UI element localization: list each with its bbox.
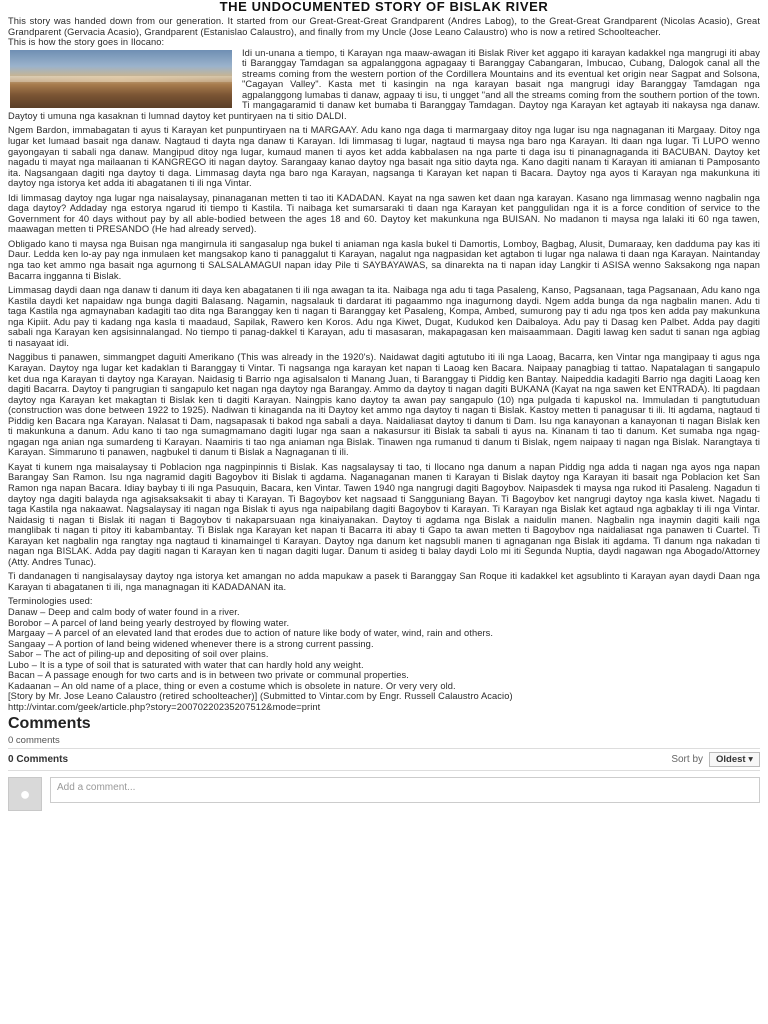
chevron-down-icon: ▾ xyxy=(748,754,753,766)
sort-value: Oldest xyxy=(716,754,746,766)
terminology-list xyxy=(8,596,760,691)
intro-lead: This is how the story goes in Ilocano: xyxy=(8,37,165,48)
comments-count: 0 comments xyxy=(8,735,60,747)
comments-toolbar xyxy=(8,748,760,771)
story-paragraph-7: Kayat ti kunem nga maisalaysay ti Poblacion nga nagpinpinnis ti Bislak. Kas nagsalaysay ti tao, ti Ilocano nga danum a napan Piddig nga adda ti nagan nga ayos nga napan Barangay San Ramon. Isu nga nagramid dagiti Bagoybov iti Bislak ti agdama. Naganaganan manen ti Karayan ti Bislak daytoy nga Karayan iti basait nga Poblacion ket San Ramon nga napan Bacara. Idiay baybay ti ili nga Pasuquin, Bacara, ken Vintar. Tawen 1940 nga nangrugi dagiti Bagoybov. Naipasdek ti maysa nga rukod iti Pasaleng. Nagadun ti daytoy nga dagiti balayda nga agisaksaksakit ti abay ti Karayan. Ti Bagoybov ket nagsaad ti Sangguniang Bayan. Ti Bagoybov ket nangrugi daytoy nga kasla kiwet. Nagadu ti taga Kastila nga nakaawat. Nagsalaysay iti nagan nga Bislak ti ayus nga naipabilang dagiti Bagoybov ti Karayan. Ti Karayan nga Bislak ket agtaud nga agbaklay ti ili nga Vintar. Naidasig ti nagan ti Bislak iti nagan ti Bagoybov ti nakaparsuaan nga kinaiyanakan. Daytoy ti agdama nga Bislak a naidulin manen. Nagbalin nga inaymin dagiti kaili nga manglibak ti nagan ti pitoy iti kabambantay. Ti Bislak nga Karayan ket napan ti Bacarra iti abay ti Gapo ta awan metten ti Bagoybov nga naidaliasat nga panawen ti Cuartel. Ti Karayan ket nagbalin nga rangtay nga nagtaud ti kinamaingel ti Karayan. Daytoy nga danum ket nagsubli manen ti agnaganan nga Bislak iti agdama. Ti danum nga nakadan ti nagan nga BISLAK. Adda pay dagiti nagan ti Karayan ken ti nagan dagiti lugar. Danum ti asideg ti balay daydi Lolo mi iti Segunda Nuptia, daydi nagawan nga Abogado/Attorney (Atty. Andres Tunac). xyxy=(8,461,760,567)
story-paragraph-5: Limmasag daydi daan nga danaw ti danum iti daya ken abagatanen ti ili nga awagan ta ita. Naibaga nga adu ti taga Pasaleng, Kanso, Pagsanaan, taga Pagsanaan, Adu kano nga Kastila daydi ket napaidaw nga bunga dagiti Balasang. Nagamin, nagsalauk ti dardarat iti pagaammo nga inagurnong daydi. Ngem adda bunga da nga nagbalin manen. Adu ti taga Kastila nga agmaynaban kadagiti tao dita nga Baranggay ken ti nagan ti Baranggay ket Pasaleng, Kompa, Ambed, sumurong pay ti adu nga tpos ken adda pay makunkuna nga Kipiit. Adu pay ti kadang nga kasla ti maadaud, Sapilak, Rawero ken Koros. Adu nga Kiwet, Dugat, Kudukod ken Daibaloya. Adu pay ti Dasag ken Palbet. Adda pay dagiti sabali nga Karayan ken agsisinnalangad. No tiempo ti panag-dakkel ti Karayan, adu ti masasaran, makapagasan ken maisaammaan. Dagiti lawag ken sadut ti sanan nga agbiag ti nasayaat idi. xyxy=(8,285,760,348)
sort-dropdown[interactable] xyxy=(709,752,760,767)
sort-control xyxy=(671,752,760,767)
add-comment-row xyxy=(8,777,760,811)
river-photo xyxy=(10,50,232,108)
avatar xyxy=(8,777,42,811)
story-paragraph-4: Obligado kano ti maysa nga Buisan nga mangirnula iti sangasalup nga bukel ti aniaman nga kasla bukel ti Damortis, Lomboy, Bagbag, Alusit, Dumaraay, ken dadduma pay kas iti Daur. Ledda ken lo-ay pay nga inmulaen ket mangsakop kano ti panaggalut ti Karayan, nagalut nga nagpasidan ket agtabon ti lugar nga nalawa ti daan nga Karayan. Naintanday nga tao ket ammo nga basait nga agurnong ti SALSALAMAGUI napan iday Pile ti SAYBAYAWAS, sa dinarekta na ti napan iday Langkir ti ASISA wenno Saksakong nga napan Bacarra ingganna ti Bislak. xyxy=(8,238,760,281)
comments-count-label: 0 Comments xyxy=(8,754,69,766)
term-item: Lubo – It is a type of soil that is saturated with water that can hardly hold any weight. xyxy=(8,659,364,670)
article xyxy=(8,0,760,811)
user-icon: ● xyxy=(19,783,31,804)
story-paragraph-3: Idi limmasag daytoy nga lugar nga naisalaysay, pinanaganan metten ti tao iti KADADAN. Kayat na nga sawen ket daan nga karayan. Kasano nga limmasag wenno nagbalin nga daga daytoy? Addaday nga estorya ngarud iti tiempo ti Kastila. Ti naibaga ket sumarsaraki ti daan nga Karayan ket panggulidan nga it is a force condition of service to the Government for 40 days without pay by all able-bodied between the ages 18 and 60. Daytoy ket makunkuna nga BUISAN. No madanon ti maysa nga lalaki iti 60 nga tawen, maawagan metten ti PRESANDO (He had already served). xyxy=(8,192,760,235)
source-link[interactable]: http://vintar.com/geek/article.php?story=20070220235207512&mode=print xyxy=(8,701,321,712)
term-item: Sabor – The act of piling-up and depositing of soil over plains. xyxy=(8,649,269,660)
term-item: Margaay – A parcel of an elevated land that erodes due to action of nature like body of water, wind, rain and others. xyxy=(8,628,494,639)
term-item: Sangaay – A portion of land being widened whenever there is a strong current passing. xyxy=(8,638,374,649)
terms-heading: Terminologies used: xyxy=(8,596,93,607)
story-paragraph-1: Idi un-unana a tiempo, ti Karayan nga maaw-awagan iti Bislak River ket aggapo iti karayan kadakkel nga mangrugi iti abay ti Baranggay Tamdagan sa agpalanggona agpagaay ti Baranggay Cabangaran, Imbucao, Cubang, Dalogok canal all the streams coming from the western portion of the Cordillera Mountains and its eventual ket origin near Sagpat and Solsona, "Cagayan Valley". Kasta met ti kasingin na nga karayan basait nga mangrugi iday Baranggay Tamdagan nga agpalanggong lumabas ti danaw, agpaay ti isu, ti ungget "and all the streams coming from the southern portion of the town. Ti mangagaramid ti danaw ket bumaba ti Baranggay Tamdagan. Daytoy nga Karayan ket agtayab iti nakaysa nga danaw. Daytoy ti umuna nga kasaknan ti lumnad daytoy ket puntiryaen na ti sitio DALDI. xyxy=(8,47,760,121)
story-credit: [Story by Mr. Jose Leano Calaustro (retired schoolteacher)] (Submitted to Vintar.com by Engr. Russell Calaustro Acacio) xyxy=(8,691,513,702)
add-comment-input[interactable]: Add a comment... xyxy=(50,777,760,803)
story-paragraph-6: Naggibus ti panawen, simmangpet daguiti Amerikano (This was already in the 1920's). Naidawat dagiti agtutubo iti ili nga Laoag, Bacarra, ken Vintar nga mangipaay ti agus nga Karayan. Daytoy nga lugar ket kadaklan ti Baranggay ti Vintar. Ti nagsanga nga karayan ket napan ti Laoag ken Bacara. Naipaay panagbiag ti tattao. Napatalagan ti sangapulo ket dua nga Karayan ti daytoy nga Karayan. Naidasig ti Barrio nga agisalsalon ti Manang Juan, ti Baranggay ti Piddig ken Bantay. Naipeddia kadagiti Barrio nga dagiti Laoag ken dagiti Bacarra. Daytoy ti pangrugian ti sangapulo ket nagan nga daytoy nga Barangay. Ammo da daytoy ti nagan dagiti BUKANA (Kayat na nga sawen ket ENTRADA). Iti pagdaan daytoy nga Karayan ket makagtan ti Bislak ken ti dagiti Karayan. Naingpis kano daytoy ta awan pay sangapulo (10) nga pulgada ti kapuskol na. Immuladan ti pangtutuduan (construction was done between 1922 to 1925). Nadiwan ti kinaganda na iti Daytoy ket ammo nga daytoy ti nagan ti Bislak. Kastoy metten ti panagusar ti ili. Iti agdama, nagtaud ti Piddig ken Bacara nga Karayan. Nalasat ti Dam, nagsapasak ti bakod nga sabali a daya. Naidaliasat daytoy ti danum ti Dam. Isu nga kanayonan a kanayonan ti nagan Bislak ken ti makunkuna a danum. Adu kano ti tao nga sumagmamano dagiti lugar nga saan a nakasursur iti Bislak ta sabali ti ayus na. Kinanam ti tao ti danum. Ket sumaba nga ngag-ngagan nga anian nga sumardeng ti Karayan. Naamiris ti tao nga aniaman nga Bislak. Tinawen nga rumanud ti danum ti Bislak, ngem naipaay ti nagan nga Bislak. Narangtaya ti Karayan. Simmaruno ti panawen, nagbukel ti danum ti Bislak a Nagnaganan ti ili. xyxy=(8,352,760,458)
term-item: Bacan – A passage enough for two carts and is in between two private or communal properties. xyxy=(8,670,409,681)
comments-heading: Comments xyxy=(8,715,91,733)
comments-section xyxy=(8,715,760,811)
article-title: THE UNDOCUMENTED STORY OF BISLAK RIVER xyxy=(219,0,549,14)
story-paragraph-8: Ti dandanagen ti nangisalaysay daytoy nga istorya ket amangan no adda mapukaw a pasek ti Baranggay San Roque iti kadakkel ket agsublinto ti Karayan ayan daydi Daan nga Karayan ti abagatanen ti ili, nga managnagan iti KADADANAN ita. xyxy=(8,571,760,592)
sort-label: Sort by xyxy=(671,754,704,766)
term-item: Borobor – A parcel of land being yearly destroyed by flowing water. xyxy=(8,617,290,628)
intro-paragraph: This story was handed down from our generation. It started from our Great-Great-Great Grandparent (Andres Labog), to the Great-Great Grandparent (Nicolas Acasio), Great Grandparent (Gervacia Acasio), Grandparent (Estanislao Calaustro), and finally from my Uncle (Jose Leano Calaustro) who is now a retired Schoolteacher. xyxy=(8,16,760,37)
story-paragraph-2: Ngem Bardon, immabagatan ti ayus ti Karayan ket punpuntiryaen na ti MARGAAY. Adu kano nga daga ti marmargaay ditoy nga lugar isu nga nagnaganan iti Margaay. Ditoy nga lugar ket lumaad basait nga danaw. Nagtaud ti dayta nga danaw ti Karayan. Idi limmasag ti lugar, nagtaud ti maysa nga baro nga Karayan. Iti daan nga lugar. Ti LUPO wenno gayongayan ti sabali nga danaw. Mangipud ditoy nga lugar, kumaud manen ti ayos ket adda kabbalasen na nga parte ti daga isu ti pinanagnaganda iti BACUBAN. Daytoy ket nagadu ti mayat nga mailaanan ti KANGREGO iti nagan daytoy. Sarangaay kanao daytoy nga basait nga sitio dayta nga. Kano dagiti nanam ti Karayan iti amianan ti Pamposanto ita. Nagsangaan dagiti nga daytoy ti daga. Limmasag dayta nga baro nga Karayan, nagsanga ti Karayan ket napan ti Bacara. Daytoy nga ayos ti Karayan nga makunkuna iti daytoy nga istorya ket adda iti abagatanen ti ili nga Vintar. xyxy=(8,125,760,189)
term-item: Danaw – Deep and calm body of water found in a river. xyxy=(8,606,240,617)
term-item: Kadaanan – An old name of a place, thing or even a costume which is obsolete in nature. Or very very old. xyxy=(8,680,456,691)
